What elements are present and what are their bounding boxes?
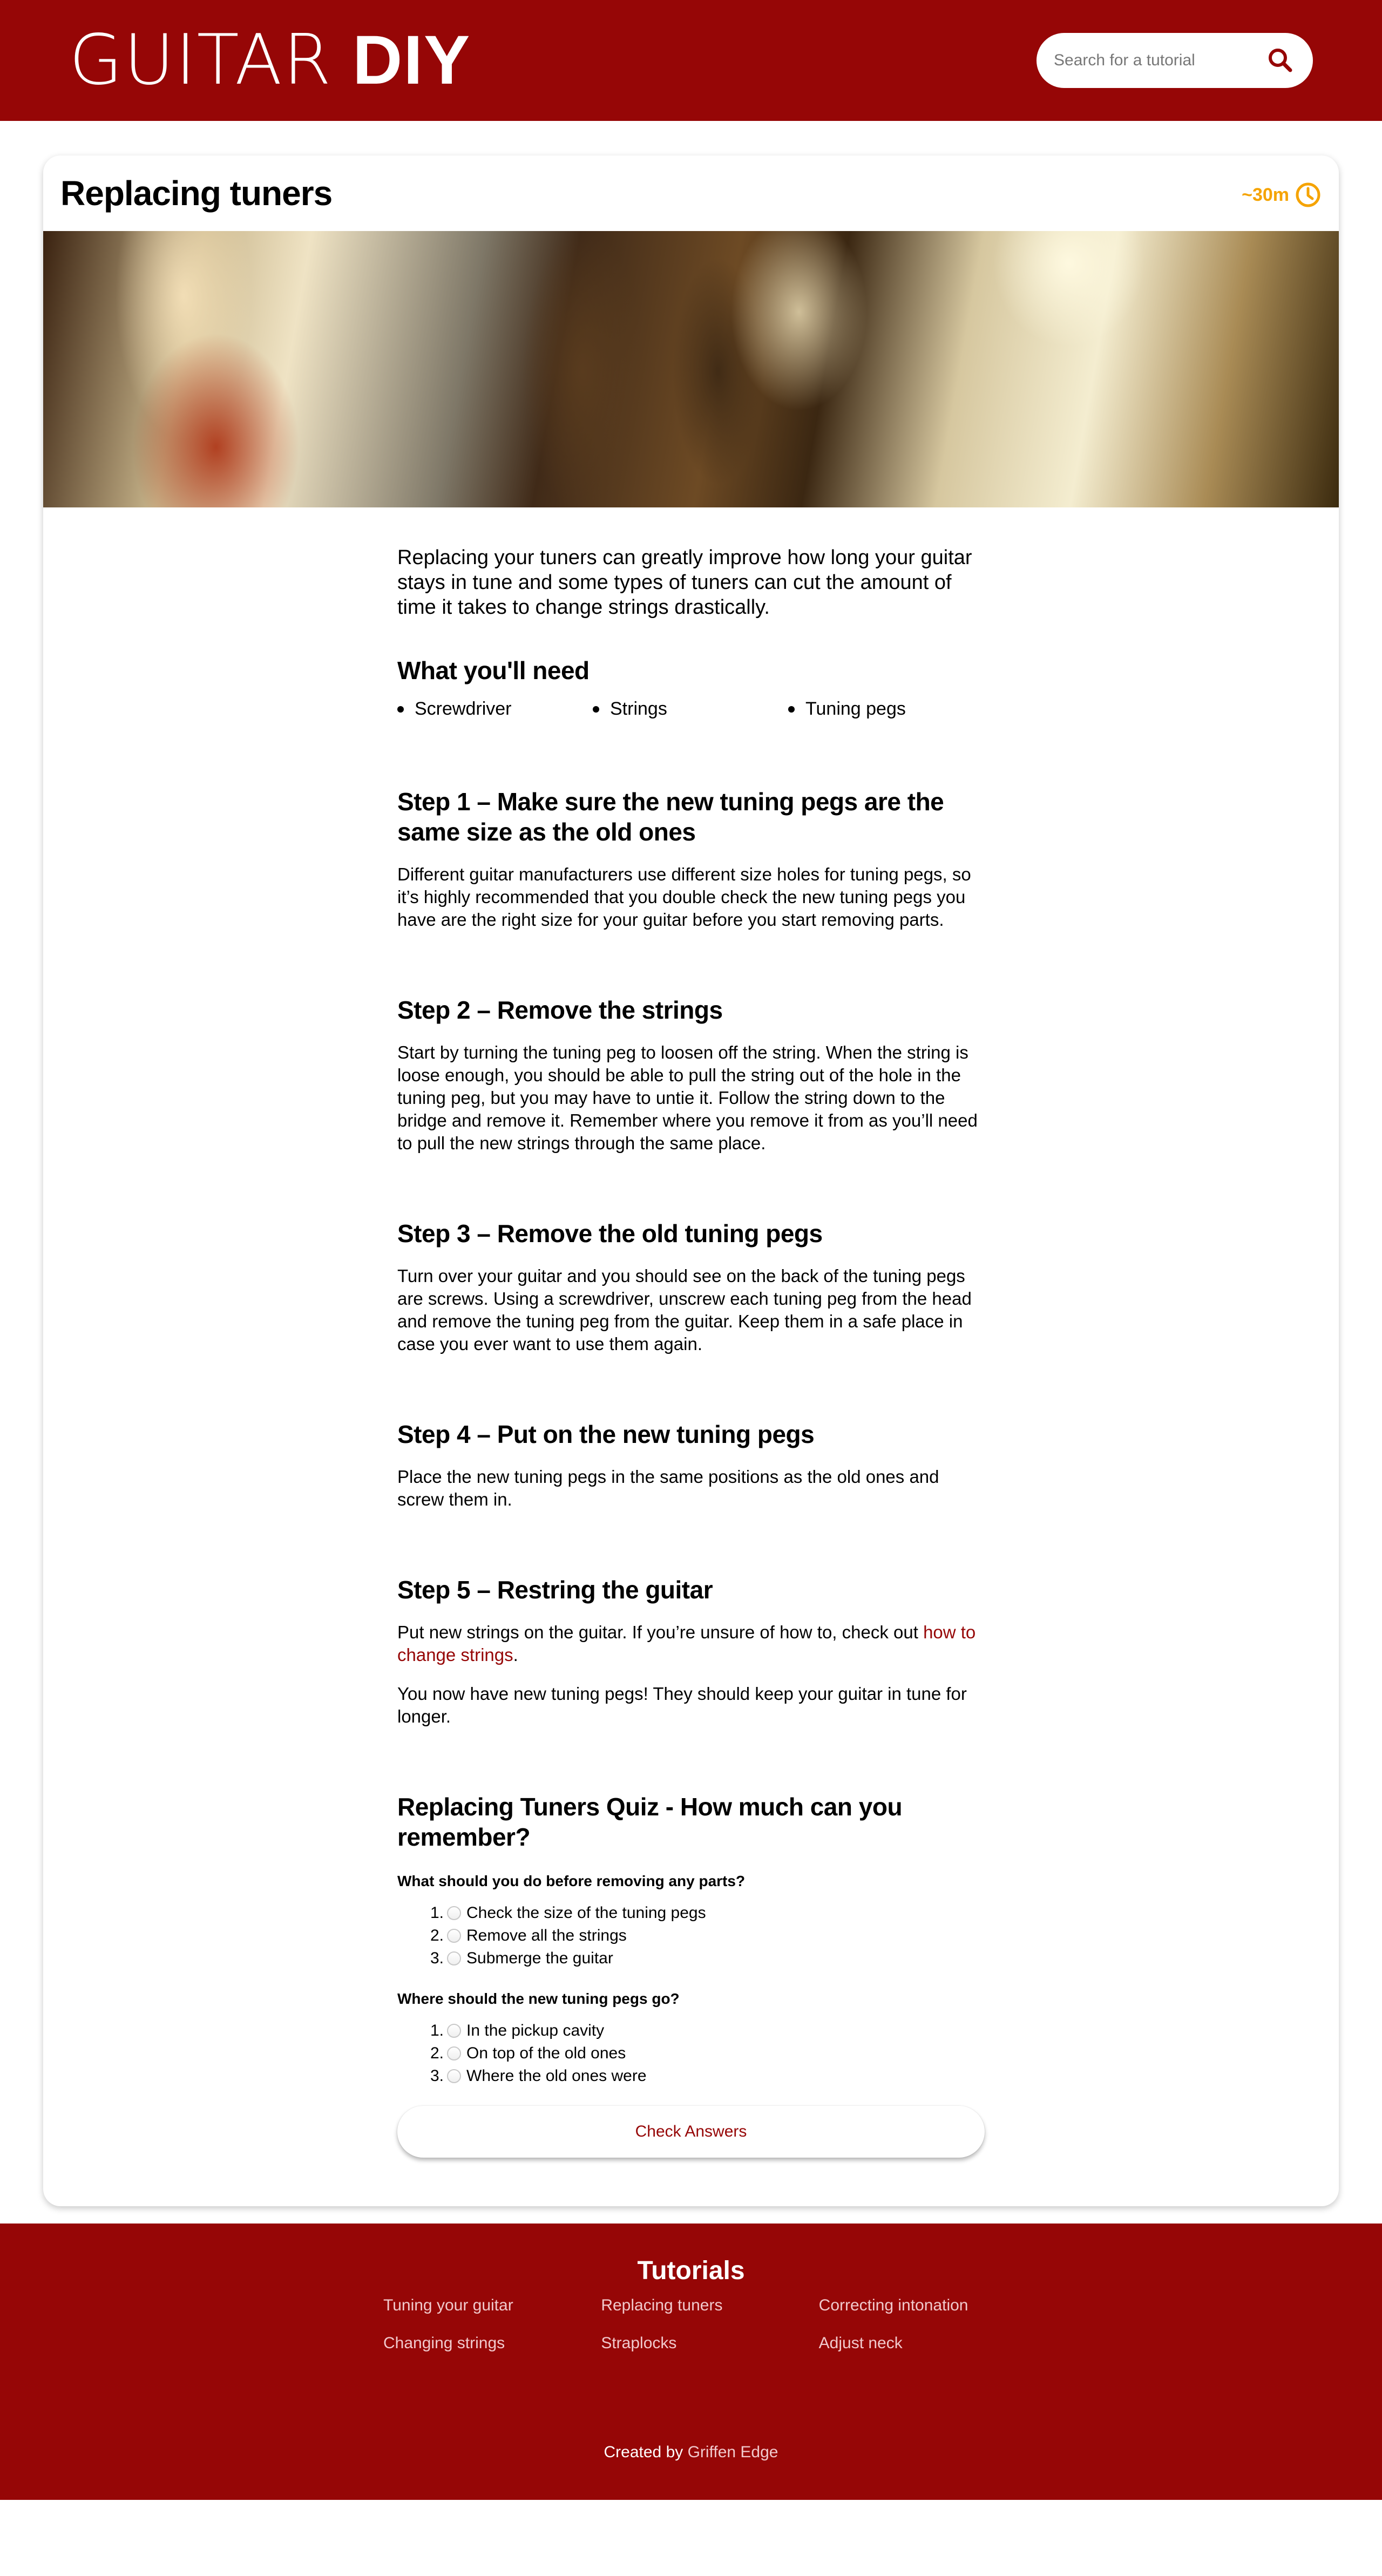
check-answers-button[interactable]: Check Answers (397, 2106, 985, 2158)
footer-title: Tutorials (637, 2256, 745, 2285)
step-2 (397, 995, 985, 1155)
step-body-text: Put new strings on the guitar. If you’re unsure of how to, check out (397, 1622, 924, 1642)
question-text: Where should the new tuning pegs go? (397, 1990, 680, 2007)
answer-option[interactable] (424, 1924, 985, 1947)
radio-button[interactable] (447, 2024, 461, 2038)
option-number: 3. (430, 2067, 444, 2085)
intro-paragraph: Replacing your tuners can greatly improve how long your guitar stays in tune and some types of tuners can cut the amount of time it takes to change strings drastically. (397, 546, 972, 619)
needs-item-label: Tuning pegs (805, 699, 906, 719)
option-label: Check the size of the tuning pegs (466, 1904, 706, 1922)
footer-link-replacing-tuners[interactable]: Replacing tuners (601, 2296, 723, 2314)
bullet-icon (397, 706, 404, 713)
step-heading: Step 2 – Remove the strings (397, 996, 723, 1024)
logo-text-guitar: GUITAR (69, 20, 333, 100)
needs-item (593, 699, 788, 720)
answer-option[interactable] (424, 2042, 985, 2065)
page-wrapper (0, 121, 1382, 2224)
question-text: What should you do before removing any parts? (397, 1873, 746, 1889)
option-label: In the pickup cavity (466, 2022, 605, 2039)
step-5 (397, 1575, 985, 1728)
option-label: On top of the old ones (466, 2044, 626, 2062)
step-1 (397, 787, 985, 931)
search-bar (1036, 33, 1313, 88)
radio-button[interactable] (447, 2046, 461, 2060)
step-body-text: . (513, 1645, 518, 1665)
answer-options (424, 1902, 985, 1970)
duration-text: ~30m (1242, 184, 1289, 205)
closing-paragraph: You now have new tuning pegs! They should keep your guitar in tune for longer. (397, 1684, 967, 1726)
answer-option[interactable] (424, 2019, 985, 2042)
step-heading: Step 1 – Make sure the new tuning pegs are the same size as the old ones (397, 788, 944, 846)
bullet-icon (788, 706, 795, 713)
site-header (0, 0, 1382, 121)
answer-options (424, 2019, 985, 2087)
radio-button[interactable] (447, 2069, 461, 2083)
step-body: Start by turning the tuning peg to loosen off the string. When the string is loose enough, you should be able to pull the string out of the hole in the tuning peg, but you may have to untie it. Follow the string down to the bridge and remove it. Remember where you remove it from as you’ll need to pull the new strings through the same place. (397, 1042, 978, 1153)
quiz-question-1 (397, 1873, 985, 1970)
option-label: Submerge the guitar (466, 1949, 613, 1967)
option-number: 2. (430, 2044, 444, 2062)
quiz-question-2 (397, 1990, 985, 2087)
option-label: Remove all the strings (466, 1927, 627, 1944)
footer-credit (0, 2443, 1382, 2462)
needs-item-label: Strings (610, 699, 667, 719)
option-number: 1. (430, 2022, 444, 2039)
radio-button[interactable] (447, 1906, 461, 1920)
footer-link-adjust-neck[interactable]: Adjust neck (818, 2334, 903, 2352)
article-content (397, 507, 985, 2158)
radio-button[interactable] (447, 1951, 461, 1965)
needs-heading: What you'll need (397, 656, 590, 684)
option-number: 3. (430, 1949, 444, 1967)
hero-image (43, 231, 1339, 507)
option-label: Where the old ones were (466, 2067, 647, 2085)
magnifier-icon (1268, 48, 1293, 73)
logo-text-diy: DIY (352, 22, 471, 99)
step-heading: Step 3 – Remove the old tuning pegs (397, 1219, 823, 1248)
search-input[interactable] (1054, 51, 1265, 70)
step-body: Different guitar manufacturers use different size holes for tuning pegs, so it’s highly recommended that you double check the new tuning pegs you have are the right size for your guitar before you start removing parts. (397, 864, 971, 930)
footer-link-tuning[interactable]: Tuning your guitar (383, 2296, 513, 2314)
step-body: Place the new tuning pegs in the same positions as the old ones and screw them in. (397, 1467, 939, 1509)
answer-option[interactable] (424, 1902, 985, 1924)
footer-tutorial-links (346, 2296, 1036, 2353)
search-button[interactable] (1265, 45, 1296, 76)
needs-item (788, 699, 984, 720)
quiz-title: Replacing Tuners Quiz - How much can you remember? (397, 1793, 903, 1851)
footer-link-changing-strings[interactable]: Changing strings (383, 2334, 505, 2352)
footer-link-straplocks[interactable]: Straplocks (601, 2334, 677, 2352)
option-number: 2. (430, 1927, 444, 1944)
clock-icon (1295, 181, 1322, 208)
radio-button[interactable] (447, 1929, 461, 1943)
duration-badge (1242, 178, 1322, 208)
option-number: 1. (430, 1904, 444, 1922)
needs-list (397, 699, 985, 720)
bullet-icon (593, 706, 599, 713)
step-3 (397, 1218, 985, 1355)
credit-prefix: Created by (604, 2443, 688, 2461)
site-logo[interactable] (69, 20, 471, 100)
step-4 (397, 1419, 985, 1511)
answer-option[interactable] (424, 2065, 985, 2087)
card-header (43, 155, 1339, 231)
author-link[interactable]: Griffen Edge (687, 2443, 778, 2461)
page-title: Replacing tuners (60, 174, 333, 213)
tutorial-card (43, 155, 1339, 2206)
needs-item (397, 699, 593, 720)
change-strings-link[interactable]: how to change strings (397, 1622, 976, 1665)
step-body: Turn over your guitar and you should see on the back of the tuning pegs are screws. Using a screwdriver, unscrew each tuning peg from the head and remove the tuning peg from the guitar. Keep them in a safe place in case you ever want to use them again. (397, 1266, 972, 1354)
quiz-section (397, 1792, 985, 2158)
step-heading: Step 5 – Restring the guitar (397, 1576, 713, 1604)
step-heading: Step 4 – Put on the new tuning pegs (397, 1420, 815, 1448)
footer-link-intonation[interactable]: Correcting intonation (818, 2296, 968, 2314)
answer-option[interactable] (424, 1947, 985, 1970)
needs-item-label: Screwdriver (415, 699, 512, 719)
step-body (397, 1621, 985, 1666)
site-footer (0, 2224, 1382, 2500)
